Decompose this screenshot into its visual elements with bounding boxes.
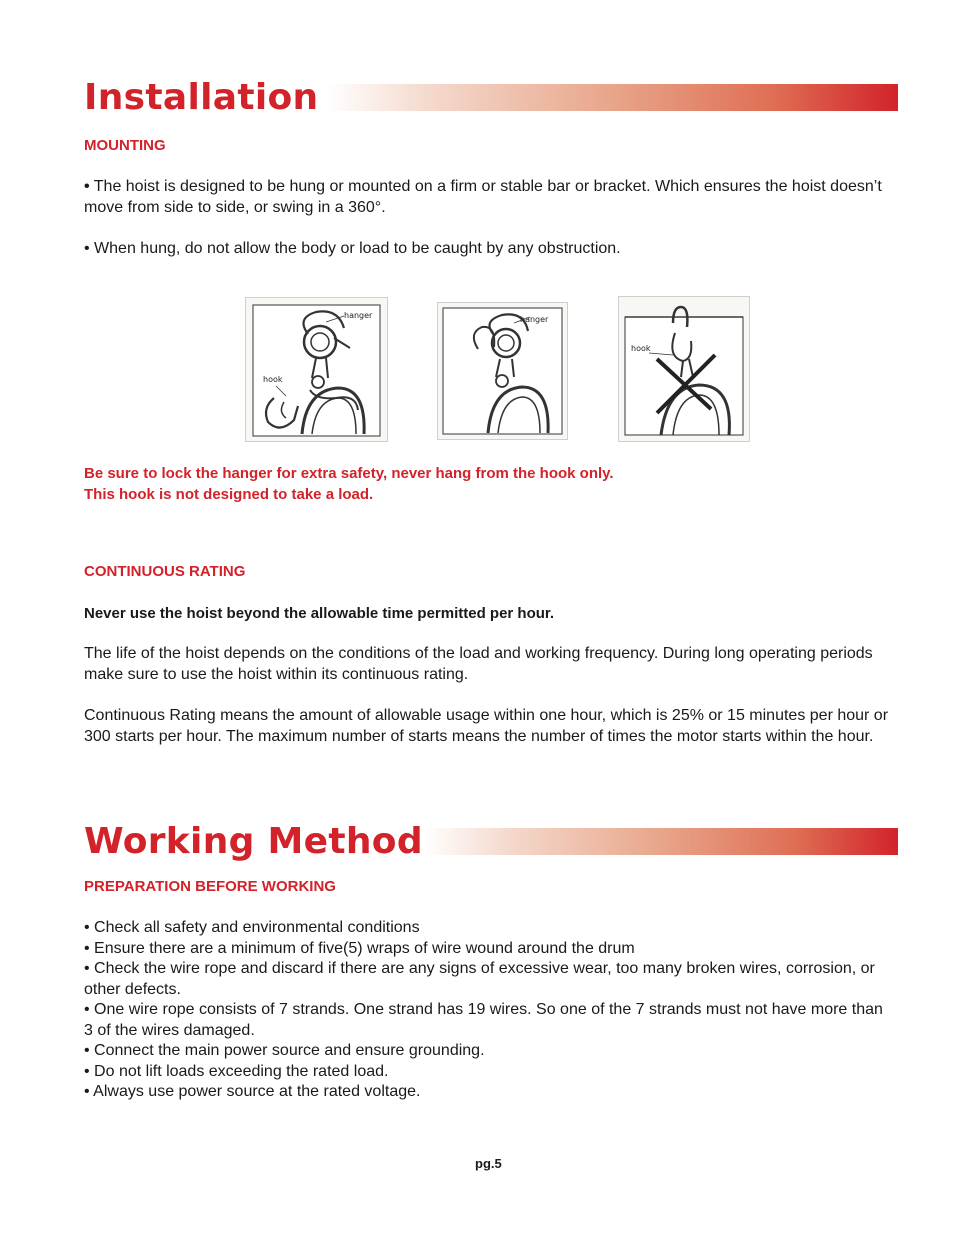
preparation-list <box>84 918 896 1103</box>
hoist-hanger-illustration <box>246 298 387 441</box>
list-item: • Check the wire rope and discard if there are any signs of excessive wear, too many broken wires, corrosion, or other defects. <box>84 960 875 998</box>
installation-title-bar <box>327 84 898 111</box>
list-item: • Do not lift loads exceeding the rated load. <box>84 1062 389 1080</box>
list-item: • Ensure there are a minimum of five(5) wraps of wire wound around the drum <box>84 939 635 957</box>
mounting-bullet-1 <box>84 177 896 218</box>
fig1-label-hanger: hanger <box>344 311 373 320</box>
continuous-rating-bold-note: Never use the hoist beyond the allowable time permitted per hour. <box>84 605 555 622</box>
working-method-title: Working Method <box>84 821 423 862</box>
continuous-rating-para-1: The life of the hoist depends on the conditions of the load and working frequency. During long operating periods make sure to use the hoist within its continuous rating. <box>84 645 873 683</box>
list-item: • One wire rope consists of 7 strands. One strand has 19 wires. So one of the 7 strands must not have more than 3 of the wires damaged. <box>84 1001 883 1039</box>
hanger-hook-figure-1 <box>245 297 388 442</box>
hoist-hanger-locked-illustration <box>438 303 567 439</box>
fig2-label-hanger: hanger <box>520 315 549 324</box>
mounting-bullet-1-text: The hoist is designed to be hung or mounted on a firm or stable bar or bracket. Which ensures the hoist doesn’t move from side to side, or swing in a 360°. <box>84 178 882 216</box>
bullet-mark: • <box>84 178 90 195</box>
continuous-rating-heading: CONTINUOUS RATING <box>84 563 246 580</box>
mounting-bullet-2: • When hung, do not allow the body or load to be caught by any obstruction. <box>84 240 621 257</box>
list-item: • Check all safety and environmental conditions <box>84 919 420 936</box>
preparation-heading: PREPARATION BEFORE WORKING <box>84 878 336 895</box>
page-number: pg.5 <box>475 1156 502 1171</box>
hook-only-wrong-figure <box>618 296 750 442</box>
fig1-label-hook: hook <box>263 375 283 384</box>
hanger-warning-line-1: Be sure to lock the hanger for extra safety, never hang from the hook only. <box>84 465 614 482</box>
fig3-label-hook: hook <box>631 344 651 353</box>
mounting-heading: MOUNTING <box>84 137 166 154</box>
hook-only-crossed-illustration <box>619 297 749 441</box>
hanger-hook-figure-2 <box>437 302 568 440</box>
hanger-warning-line-2: This hook is not designed to take a load. <box>84 486 374 503</box>
installation-title: Installation <box>84 77 319 118</box>
list-item: • Always use power source at the rated voltage. <box>84 1083 421 1100</box>
working-method-title-bar <box>424 828 898 855</box>
continuous-rating-para-2: Continuous Rating means the amount of allowable usage within one hour, which is 25% or 15 minutes per hour or 300 starts per hour. The maximum number of starts means the number of times the motor starts within the hour. <box>84 707 889 745</box>
list-item: • Connect the main power source and ensure grounding. <box>84 1042 485 1059</box>
